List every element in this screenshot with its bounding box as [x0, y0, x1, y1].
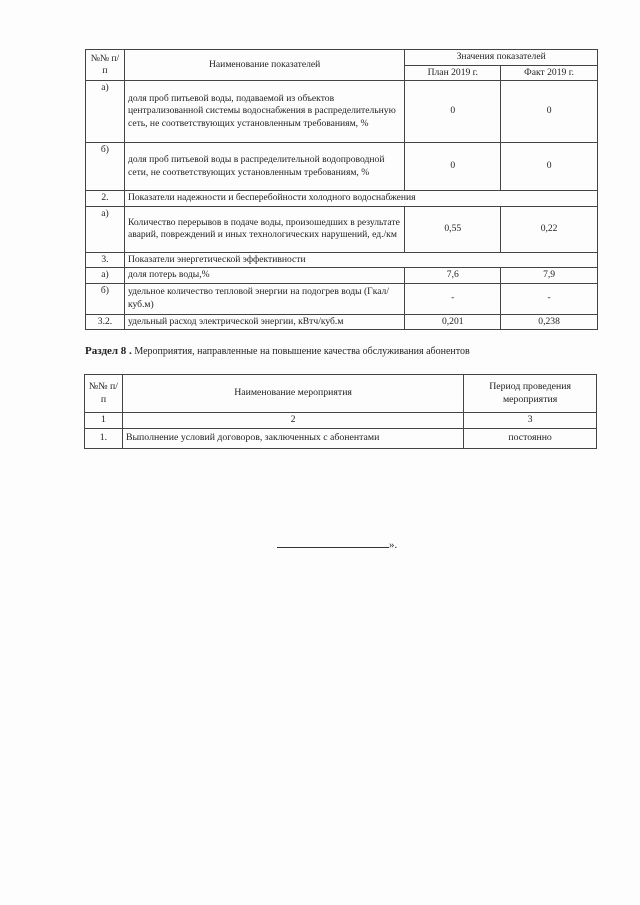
row-fact: 0: [501, 81, 598, 143]
index-row: [85, 413, 597, 429]
row-period: постоянно: [464, 428, 597, 448]
row-fact: 0,22: [501, 206, 598, 252]
header-plan: План 2019 г.: [405, 65, 501, 81]
row-num: б): [86, 283, 125, 314]
row-num: б): [86, 143, 125, 191]
row-name: доля проб питьевой воды, подаваемой из объектов централизованной системы водоснабжения в распределительную сеть, не соответствующих установленным требованиям, %: [124, 81, 404, 143]
row-fact: 7,9: [501, 268, 598, 284]
table-row: [85, 428, 597, 448]
row-name: доля потерь воды,%: [124, 268, 404, 284]
header-name: Наименование мероприятия: [122, 375, 463, 413]
row-plan: 7,6: [405, 268, 501, 284]
row-section-title: Показатели энергетической эффективности: [124, 252, 597, 268]
row-num: 1.: [85, 428, 123, 448]
table-row: [86, 283, 598, 314]
table-row: [86, 143, 598, 191]
row-num: 3.2.: [86, 314, 125, 330]
closing-line: [277, 537, 397, 551]
table-row: [86, 252, 598, 268]
row-plan: 0,55: [405, 206, 501, 252]
row-fact: -: [501, 283, 598, 314]
blank-underline: [277, 537, 389, 548]
header-num: №№ п/п: [85, 375, 123, 413]
row-plan: 0: [405, 143, 501, 191]
row-name: удельный расход электрической энергии, кВтч/куб.м: [124, 314, 404, 330]
row-name: доля проб питьевой воды в распределительной водопроводной сети, не соответствующих установленным требованиям, %: [124, 143, 404, 191]
index-cell: 3: [464, 413, 597, 429]
table-row: [86, 268, 598, 284]
row-num: а): [86, 268, 125, 284]
index-cell: 1: [85, 413, 123, 429]
row-num: а): [86, 206, 125, 252]
table-row: [86, 206, 598, 252]
row-name: Количество перерывов в подаче воды, произошедших в результате аварий, повреждений и иных технологических нарушений, ед./км: [124, 206, 404, 252]
section-title: Мероприятия, направленные на повышение качества обслуживания абонентов: [134, 346, 470, 357]
header-period: Период проведения мероприятия: [464, 375, 597, 413]
header-values: Значения показателей: [405, 50, 598, 66]
row-plan: 0: [405, 81, 501, 143]
indicators-table: [85, 49, 598, 330]
row-plan: -: [405, 283, 501, 314]
row-num: 2.: [86, 191, 125, 207]
index-cell: 2: [122, 413, 463, 429]
header-name: Наименование показателей: [124, 50, 404, 81]
row-name: удельное количество тепловой энергии на подогрев воды (Гкал/куб.м): [124, 283, 404, 314]
measures-table: [84, 374, 597, 449]
row-plan: 0,201: [405, 314, 501, 330]
header-fact: Факт 2019 г.: [501, 65, 598, 81]
row-fact: 0: [501, 143, 598, 191]
table-row: [86, 314, 598, 330]
section-label: Раздел 8 .: [85, 345, 132, 357]
header-num: №№ п/п: [86, 50, 125, 81]
section-heading: [85, 345, 470, 357]
row-num: а): [86, 81, 125, 143]
table-row: [86, 191, 598, 207]
row-num: 3.: [86, 252, 125, 268]
row-name: Выполнение условий договоров, заключенных с абонентами: [122, 428, 463, 448]
closing-text: ».: [389, 539, 398, 551]
table-row: [86, 81, 598, 143]
row-fact: 0,238: [501, 314, 598, 330]
row-section-title: Показатели надежности и бесперебойности холодного водоснабжения: [124, 191, 597, 207]
